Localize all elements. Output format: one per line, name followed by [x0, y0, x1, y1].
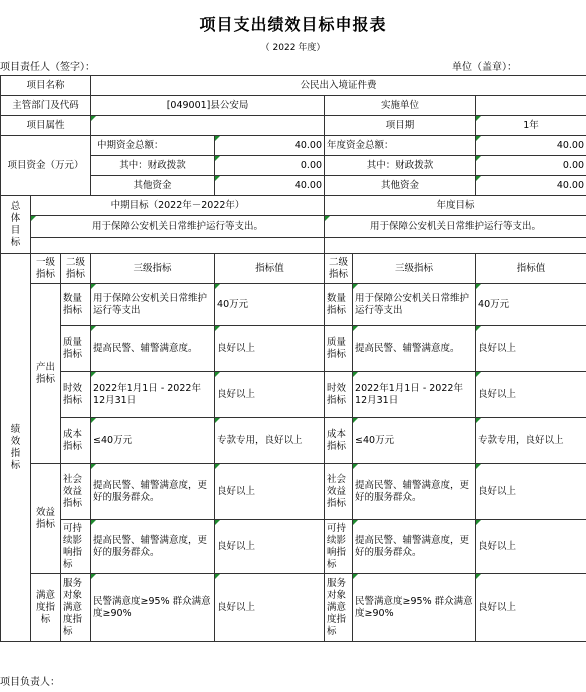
- table-row: [1, 326, 586, 372]
- year-goal-text: 用于保障公安机关日常维护运行等支出。: [325, 216, 586, 238]
- year-l2-satisfaction: 服务对象满意度指标: [325, 574, 353, 642]
- mid-l3-timeliness: 2022年1月1日 - 2022年12月31日: [91, 372, 215, 418]
- l2-quality: 质量指标: [61, 326, 91, 372]
- group-satisfaction: 满意度指标: [31, 574, 61, 642]
- year-close: 年度）: [298, 43, 326, 53]
- mid-val-sustainable: 良好以上: [215, 520, 325, 574]
- mid-l3-quantity: 用于保障公安机关日常维护运行等支出: [91, 284, 215, 326]
- project-name-label: 项目名称: [1, 76, 91, 96]
- table-row: [1, 284, 586, 326]
- year-open: （: [260, 43, 270, 53]
- impl-unit-value: [476, 96, 586, 116]
- row-goal-headers: [1, 196, 586, 216]
- mid-val-quantity: 40万元: [215, 284, 325, 326]
- mid-total-label: 中期资金总额：: [91, 136, 215, 156]
- year-l2-quantity: 数量指标: [325, 284, 353, 326]
- l2-quantity: 数量指标: [61, 284, 91, 326]
- table-row: [1, 574, 586, 642]
- year-l2-timeliness: 时效指标: [325, 372, 353, 418]
- mid-goal-spacer: [31, 238, 325, 254]
- group-benefit: 效益指标: [31, 464, 61, 574]
- year-fiscal-value: 0.00: [476, 156, 586, 176]
- year-other-value: 40.00: [476, 176, 586, 196]
- l2-satisfaction: 服务对象满意度指标: [61, 574, 91, 642]
- mid-val-social: 良好以上: [215, 464, 325, 520]
- overall-goal-label: 总体目标: [1, 196, 31, 254]
- mid-l3-social: 提高民警、辅警满意度，更好的服务群众。: [91, 464, 215, 520]
- table-row: [1, 372, 586, 418]
- unit-label: 单位（盖章）：: [452, 62, 517, 73]
- table-row: [1, 418, 586, 464]
- l2-social: 社会效益指标: [61, 464, 91, 520]
- perf-indicators-label: 绩效指标: [1, 254, 31, 642]
- year-val-quality: 良好以上: [476, 326, 586, 372]
- year-value: 2022: [272, 43, 296, 53]
- row-indicator-headers: [1, 254, 586, 284]
- year-line: [0, 40, 586, 53]
- mid-l3-satisfaction: 民警满意度≥95% 群众满意度≥90%: [91, 574, 215, 642]
- year-l2-quality: 质量指标: [325, 326, 353, 372]
- year-l2-social: 社会效益指标: [325, 464, 353, 520]
- table-row: [1, 464, 586, 520]
- year-l3-satisfaction: 民警满意度≥95% 群众满意度≥90%: [353, 574, 476, 642]
- funds-label: 项目资金（万元）: [1, 136, 91, 196]
- attr-label: 项目属性: [1, 116, 91, 136]
- year-l3-cost: ≤40万元: [353, 418, 476, 464]
- form-title: 项目支出绩效目标申报表: [199, 15, 387, 34]
- year-l3-quality: 提高民警、辅警满意度。: [353, 326, 476, 372]
- mid-goal-text: 用于保障公安机关日常维护运行等支出。: [31, 216, 325, 238]
- col-l2-header-year: 二级指标: [325, 254, 353, 284]
- year-l3-timeliness: 2022年1月1日 - 2022年12月31日: [353, 372, 476, 418]
- dept-value: [049001]县公安局: [91, 96, 325, 116]
- year-val-social: 良好以上: [476, 464, 586, 520]
- mid-fiscal-label: 其中：财政拨款: [91, 156, 215, 176]
- row-goal-text: [1, 216, 586, 238]
- year-fiscal-label: 其中：财政拨款: [325, 156, 476, 176]
- year-l2-sustainable: 可持续影响指标: [325, 520, 353, 574]
- col-val-header-year: 指标值: [476, 254, 586, 284]
- row-department: [1, 96, 586, 116]
- row-attribute: [1, 116, 586, 136]
- row-goal-spacer: [1, 238, 586, 254]
- year-val-satisfaction: 良好以上: [476, 574, 586, 642]
- l2-cost: 成本指标: [61, 418, 91, 464]
- year-l3-social: 提高民警、辅警满意度，更好的服务群众。: [353, 464, 476, 520]
- year-goal-header: 年度目标: [325, 196, 586, 216]
- year-val-cost: 专款专用，良好以上: [476, 418, 586, 464]
- col-val-header: 指标值: [215, 254, 325, 284]
- mid-val-cost: 专款专用，良好以上: [215, 418, 325, 464]
- mid-val-timeliness: 良好以上: [215, 372, 325, 418]
- mid-goal-header: 中期目标（2022年－2022年）: [31, 196, 325, 216]
- attr-value: [91, 116, 325, 136]
- mid-fiscal-value: 0.00: [215, 156, 325, 176]
- year-val-quantity: 40万元: [476, 284, 586, 326]
- year-goal-spacer: [325, 238, 586, 254]
- mid-l3-cost: ≤40万元: [91, 418, 215, 464]
- mid-other-label: 其他资金: [91, 176, 215, 196]
- impl-unit-label: 实施单位: [325, 96, 476, 116]
- mid-total-value: 40.00: [215, 136, 325, 156]
- dept-label: 主管部门及代码: [1, 96, 91, 116]
- row-project-name: [1, 76, 586, 96]
- row-funds-total: [1, 136, 586, 156]
- group-output: 产出指标: [31, 284, 61, 464]
- year-l3-quantity: 用于保障公安机关日常维护运行等支出: [353, 284, 476, 326]
- mid-l3-quality: 提高民警、辅警满意度。: [91, 326, 215, 372]
- leader-label: 项目负责人：: [0, 677, 60, 688]
- period-value: 1年: [476, 116, 586, 136]
- performance-form-table: [0, 75, 586, 642]
- mid-val-satisfaction: 良好以上: [215, 574, 325, 642]
- table-row: [1, 520, 586, 574]
- project-name-value: 公民出入境证件费: [91, 76, 586, 96]
- year-l2-cost: 成本指标: [325, 418, 353, 464]
- year-other-label: 其他资金: [325, 176, 476, 196]
- period-label: 项目期: [325, 116, 476, 136]
- col-l2-header: 二级指标: [61, 254, 91, 284]
- col-l1-header: 一级指标: [31, 254, 61, 284]
- col-l3-header: 三级指标: [91, 254, 215, 284]
- year-total-label: 年度资金总额：: [325, 136, 476, 156]
- l2-timeliness: 时效指标: [61, 372, 91, 418]
- col-l3-header-year: 三级指标: [353, 254, 476, 284]
- mid-l3-sustainable: 提高民警、辅警满意度，更好的服务群众。: [91, 520, 215, 574]
- year-val-sustainable: 良好以上: [476, 520, 586, 574]
- mid-other-value: 40.00: [215, 176, 325, 196]
- year-total-value: 40.00: [476, 136, 586, 156]
- year-val-timeliness: 良好以上: [476, 372, 586, 418]
- l2-sustainable: 可持续影响指标: [61, 520, 91, 574]
- year-l3-sustainable: 提高民警、辅警满意度，更好的服务群众。: [353, 520, 476, 574]
- responsible-label: 项目责任人（签字）：: [0, 62, 95, 73]
- mid-val-quality: 良好以上: [215, 326, 325, 372]
